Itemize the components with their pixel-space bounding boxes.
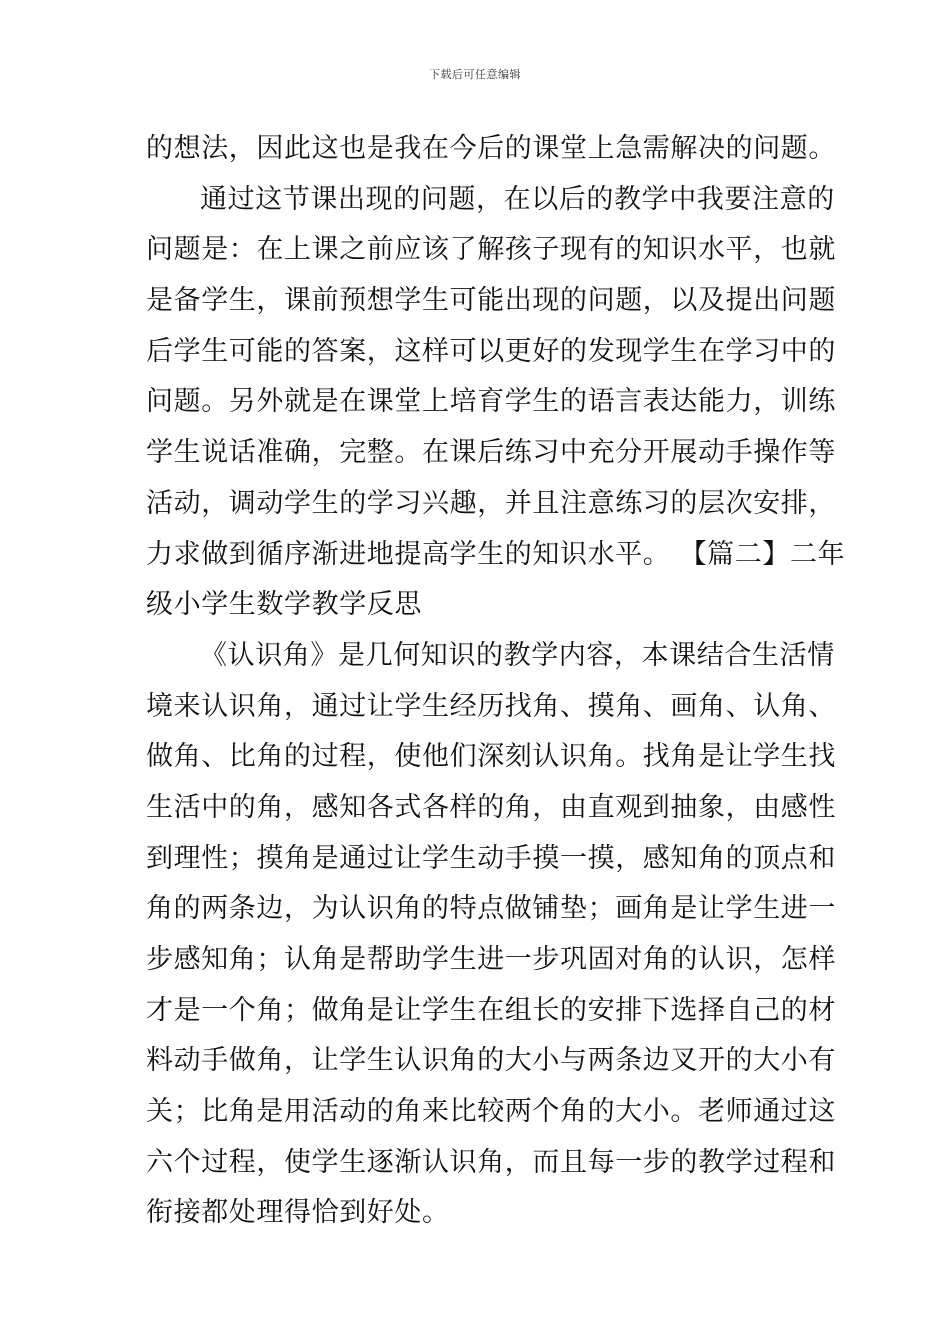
text-line: 料动手做角，让学生认识角的大小与两条边叉开的大小有 (146, 1045, 836, 1077)
text-line: 做角、比角的过程，使他们深刻认识角。找角是让学生找 (146, 741, 836, 773)
text-line: 境来认识角，通过让学生经历找角、摸角、画角、认角、 (146, 690, 836, 722)
text-line: 活动，调动学生的学习兴趣，并且注意练习的层次安排， (146, 487, 836, 519)
text-line: 后学生可能的答案，这样可以更好的发现学生在学习中的 (146, 335, 836, 367)
section-title-line: 级小学生数学教学反思 (146, 589, 422, 621)
text-line: 才是一个角；做角是让学生在组长的安排下选择自己的材 (146, 994, 836, 1026)
document-body (146, 124, 846, 1239)
text-line: 问题。另外就是在课堂上培育学生的语言表达能力，训练 (146, 386, 836, 418)
paragraph-start-line: 通过这节课出现的问题，在以后的教学中我要注意的 (200, 183, 835, 215)
page-header: 下载后可任意编辑 (429, 68, 521, 81)
text-line: 到理性；摸角是通过让学生动手摸一摸，感知角的顶点和 (146, 842, 836, 874)
text-line: 的想法，因此这也是我在今后的课堂上急需解决的问题。 (146, 133, 836, 164)
text-line: 角的两条边，为认识角的特点做铺垫；画角是让学生进一 (146, 893, 836, 925)
text-line: 步感知角；认角是帮助学生进一步巩固对角的认识，怎样 (146, 944, 836, 975)
text-line: 生活中的角，感知各式各样的角，由直观到抽象，由感性 (146, 791, 836, 823)
text-line: 问题是：在上课之前应该了解孩子现有的知识水平，也就 (146, 234, 836, 266)
text-line: 衔接都处理得恰到好处。 (146, 1197, 450, 1229)
text-line: 是备学生，课前预想学生可能出现的问题，以及提出问题 (146, 285, 836, 317)
paragraph-start-line: 《认识角》是几何知识的教学内容，本课结合生活情 (200, 639, 835, 671)
text-line: 力求做到循序渐进地提高学生的知识水平。 【篇二】二年 (146, 538, 846, 570)
text-line: 六个过程，使学生逐渐认识角，而且每一步的教学过程和 (146, 1146, 836, 1178)
text-line: 关；比角是用活动的角来比较两个角的大小。老师通过这 (146, 1096, 836, 1128)
text-line: 学生说话准确，完整。在课后练习中充分开展动手操作等 (146, 437, 836, 469)
